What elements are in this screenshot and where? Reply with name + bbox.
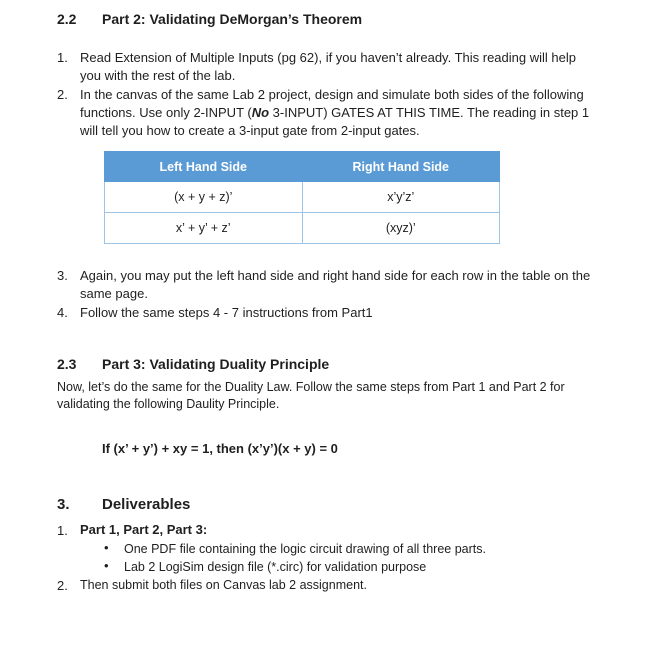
bullet-icon: • (104, 540, 109, 555)
table-header: Left Hand Side (105, 152, 303, 182)
table-cell: x’y’z’ (302, 182, 500, 213)
list-item-text: Read Extension of Multiple Inputs (pg 62), if you haven’t already. This reading will help you with the rest of the lab. (80, 50, 576, 83)
deliverables-label: Part 1, Part 2, Part 3: (80, 522, 208, 537)
list-item-text: Follow the same steps 4 - 7 instructions from Part1 (80, 305, 373, 320)
list-number: 3. (57, 268, 68, 283)
list-number: 2. (57, 87, 68, 102)
table-cell: (xyz)’ (302, 213, 500, 244)
list-item-text: In the canvas of the same Lab 2 project, design and simulate both sides of the following functions. Use only 2-INPUT (No 3-INPUT) GATES AT THIS TIME. The reading in step 1 will tell you how to create a 3-input gate from 2-input gates. (80, 87, 590, 138)
duality-equation: If (x’ + y’) + xy = 1, then (x’y’)(x + y) = 0 (102, 441, 338, 456)
section-title-3: Deliverables (102, 496, 191, 513)
table-cell: (x + y + z)’ (105, 182, 303, 213)
table-row (105, 182, 500, 213)
list-item-text: Again, you may put the left hand side and right hand side for each row in the table on the same page. (80, 268, 591, 301)
section-title-2-2: Part 2: Validating DeMorgan’s Theorem (102, 11, 363, 27)
bullet-icon: • (104, 558, 109, 573)
section-number-2-3: 2.3 (57, 356, 77, 372)
section-number-2-2: 2.2 (57, 11, 77, 27)
section-title-2-3: Part 3: Validating Duality Principle (102, 356, 330, 372)
bullet-text: One PDF file containing the logic circuit drawing of all three parts. (124, 542, 486, 556)
table-header: Right Hand Side (302, 152, 500, 182)
list-number: 4. (57, 305, 68, 320)
section-paragraph: Now, let’s do the same for the Duality Law. Follow the same steps from Part 1 and Part 2 for validating the following Daulity Principle. (57, 380, 565, 411)
list-number: 1. (57, 50, 68, 65)
bullet-text: Lab 2 LogiSim design file (*.circ) for validation purpose (124, 560, 427, 574)
table-cell: x’ + y’ + z’ (105, 213, 303, 244)
list-number: 1. (57, 523, 68, 538)
demorgan-table (104, 151, 500, 244)
section-number-3: 3. (57, 496, 70, 513)
table-row (105, 213, 500, 244)
deliverables-final: Then submit both files on Canvas lab 2 assignment. (80, 578, 367, 592)
list-number: 2. (57, 578, 68, 593)
